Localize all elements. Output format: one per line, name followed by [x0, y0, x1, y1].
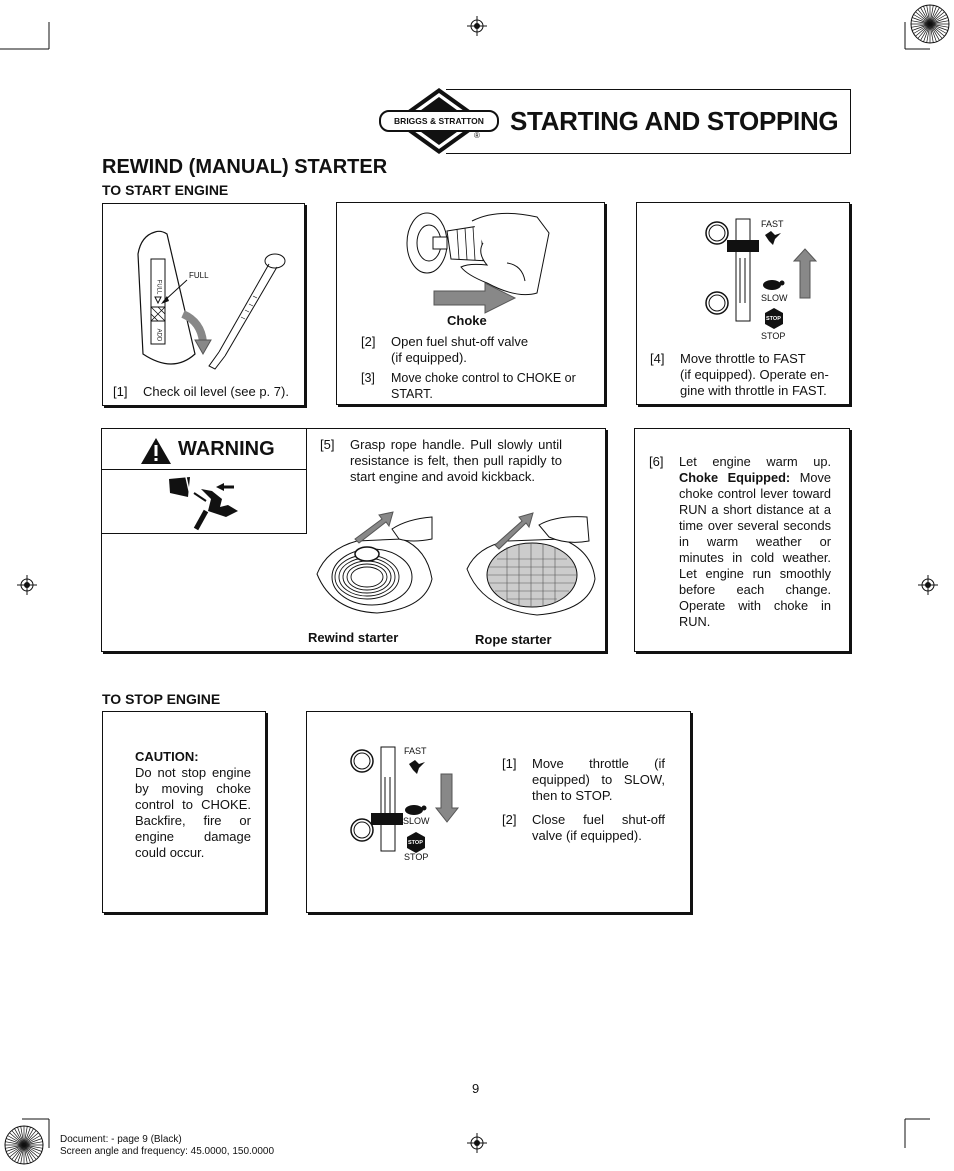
- warning-panel: [102, 429, 307, 534]
- stop-sign-text: STOP: [766, 316, 781, 322]
- step-text-line: Move choke control to CHOKE or: [391, 371, 576, 385]
- fast-label: FAST: [761, 219, 784, 229]
- logo-registered: ®: [474, 131, 480, 140]
- stop-label: STOP: [404, 852, 429, 862]
- caution-text: Do not stop engine by moving choke control to CHOKE. Backfire, fire or engine damage could occur.: [135, 765, 251, 860]
- dipstick-full-mark: FULL: [155, 279, 162, 295]
- step-text-body: Move choke control lever toward RUN a short distance at a time over several seconds in warm weather or minutes in cold weather. Let engine run smoothly before each change. Operate with choke in RUN.: [679, 470, 832, 629]
- step-number: [3]: [361, 371, 375, 385]
- step-text-line: START.: [391, 387, 433, 401]
- step-text-line: Open fuel shut-off valve: [391, 334, 529, 349]
- step-text-line: (if equipped).: [391, 350, 467, 365]
- step-text-line: Move throttle to FAST: [680, 351, 806, 366]
- stop-label: STOP: [761, 331, 786, 341]
- header-banner: [446, 89, 851, 154]
- step-6-panel: [634, 428, 850, 652]
- step-number: [6]: [649, 454, 664, 469]
- stop-engine-panel: [306, 711, 691, 913]
- step-text-line: gine with throttle in FAST.: [680, 383, 827, 398]
- step-number: [5]: [320, 437, 335, 452]
- caution-panel: [102, 711, 266, 913]
- fast-label: FAST: [404, 746, 427, 756]
- dipstick-full-label: FULL: [189, 271, 209, 280]
- slow-label: SLOW: [761, 293, 788, 303]
- subsection-heading: TO STOP ENGINE: [102, 691, 221, 707]
- rope-starter-caption: Rope starter: [475, 632, 552, 647]
- step-text: Move throttle (if equipped) to SLOW, then to STOP.: [532, 756, 665, 803]
- warning-triangle-icon: [140, 437, 172, 465]
- step-text: Grasp rope handle. Pull slowly until resistance is felt, then pull rapidly to start engine and avoid kickback.: [350, 437, 562, 484]
- document-info-line-2: Screen angle and frequency: 45.0000, 150.0000: [60, 1146, 275, 1157]
- step-4-panel: [636, 202, 850, 405]
- step-number: [1]: [113, 384, 128, 399]
- choke-caption: Choke: [447, 313, 487, 328]
- rewind-starter-caption: Rewind starter: [308, 630, 399, 645]
- caution-title: CAUTION:: [135, 749, 199, 764]
- step-text: [391, 370, 576, 402]
- kickback-hand-icon: [166, 471, 246, 531]
- step-number: [2]: [502, 812, 517, 827]
- page-number: 9: [472, 1081, 480, 1096]
- step-number: [2]: [361, 334, 376, 349]
- warning-header: [102, 429, 306, 470]
- step-number: [1]: [502, 756, 517, 771]
- step-text-intro: Let engine warm up.: [679, 454, 831, 469]
- choke-equipped-label: Choke Equipped:: [679, 470, 791, 485]
- step-text: Close fuel shut-off valve (if equipped).: [532, 812, 665, 843]
- page-title: STARTING AND STOPPING: [510, 106, 839, 136]
- slow-label: SLOW: [403, 816, 430, 826]
- section-heading: REWIND (MANUAL) STARTER: [102, 156, 388, 178]
- step-text: [680, 351, 829, 399]
- step-text-line: (if equipped). Operate en-: [680, 367, 829, 382]
- step-text: [679, 454, 831, 630]
- dipstick-add-mark: ADD: [155, 328, 162, 342]
- step-text: [391, 334, 528, 366]
- step-1-panel: [102, 203, 305, 406]
- warning-label: WARNING: [178, 438, 275, 460]
- document-info-line-1: Document: - page 9 (Black): [60, 1134, 182, 1145]
- step-2-3-panel: [336, 202, 605, 405]
- step-5-panel: [101, 428, 606, 652]
- stop-sign-text: STOP: [408, 840, 423, 846]
- step-number: [4]: [650, 351, 665, 366]
- subsection-heading: TO START ENGINE: [102, 182, 229, 198]
- logo-text: BRIGGS & STRATTON: [394, 116, 484, 126]
- step-text: Check oil level (see p. 7).: [143, 384, 289, 399]
